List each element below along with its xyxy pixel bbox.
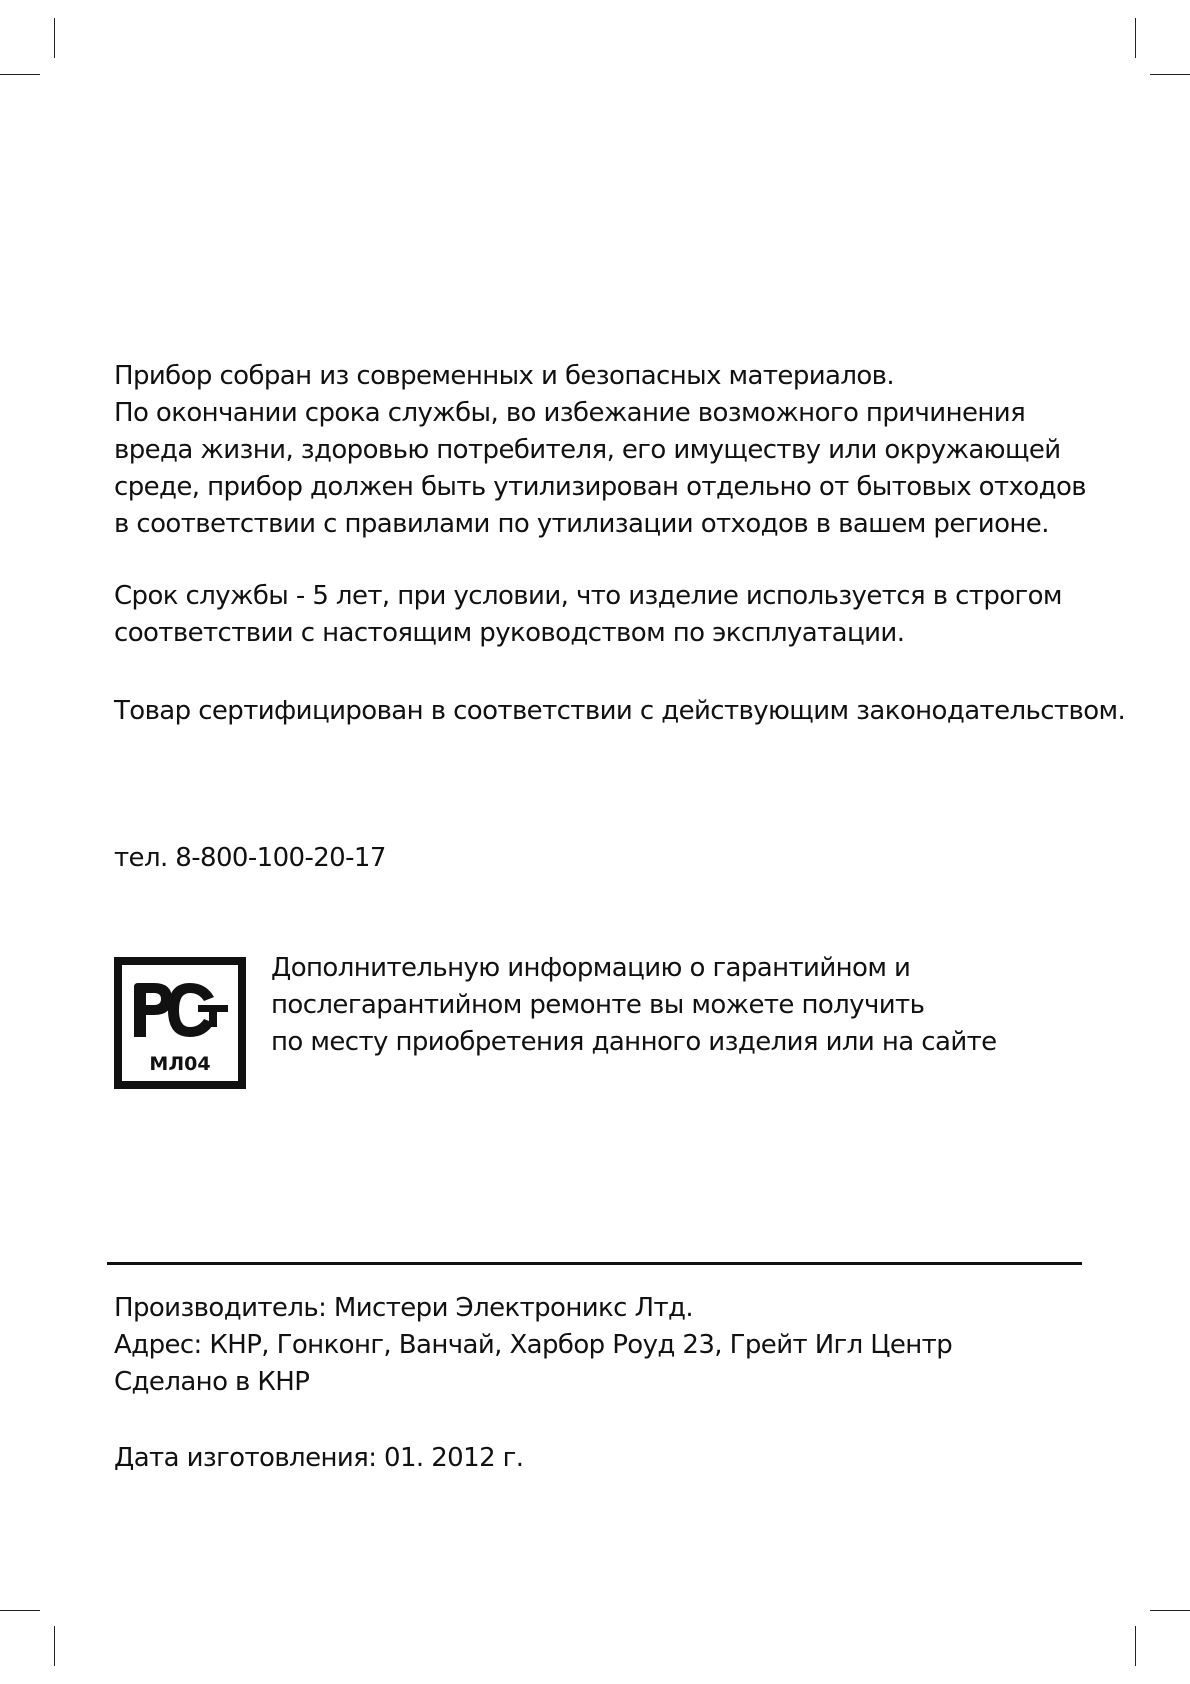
crop-mark-top-left-vertical: [54, 18, 55, 58]
disposal-line: По окончании срока службы, во избежание возможного причинения: [114, 398, 1026, 428]
service-info-line: послегарантийном ремонте вы можете получить: [271, 990, 925, 1020]
crop-mark-bottom-right-vertical: [1135, 1626, 1136, 1666]
production-date: [114, 1440, 523, 1477]
section-divider: [107, 1262, 1082, 1265]
service-life-line: соответствии с настоящим руководством по эксплуатации.: [114, 618, 905, 648]
rst-certification-mark-icon: [114, 957, 246, 1089]
service-life-paragraph: [114, 578, 1062, 652]
service-info-line: по месту приобретения данного изделия или на сайте: [271, 1027, 997, 1057]
disposal-line: Прибор собран из современных и безопасных материалов.: [114, 361, 895, 391]
crop-mark-top-right-vertical: [1135, 18, 1136, 58]
manufacturer-line: Адрес: КНР, Гонконг, Ванчай, Харбор Роуд 23, Грейт Игл Центр: [114, 1330, 953, 1360]
production-date-text: Дата изготовления: 01. 2012 г.: [114, 1443, 524, 1473]
service-info-line: Дополнительную информацию о гарантийном и: [271, 953, 911, 983]
disposal-line: среде, прибор должен быть утилизирован отдельно от бытовых отходов: [114, 472, 1087, 502]
manufacturer-line: Сделано в КНР: [114, 1367, 310, 1397]
crop-mark-top-right-horizontal: [1150, 74, 1190, 75]
service-life-line: Срок службы - 5 лет, при условии, что изделие используется в строгом: [114, 581, 1062, 611]
disposal-line: в соответствии с правилами по утилизации отходов в вашем регионе.: [114, 509, 1049, 539]
disposal-line: вреда жизни, здоровью потребителя, его имуществу или окружающей: [114, 435, 1061, 465]
crop-mark-bottom-left-horizontal: [0, 1610, 40, 1611]
crop-mark-bottom-right-horizontal: [1150, 1610, 1190, 1611]
crop-mark-top-left-horizontal: [0, 74, 40, 75]
phone-number: тел. 8-800-100-20-17: [114, 843, 386, 873]
disposal-paragraph: [114, 358, 1086, 543]
service-info-paragraph: [271, 950, 997, 1061]
cert-mark-code: МЛ04: [149, 1053, 211, 1075]
manufacturer-line: Производитель: Мистери Электроникс Лтд.: [114, 1293, 694, 1323]
crop-mark-bottom-left-vertical: [54, 1626, 55, 1666]
certification-text: Товар сертифицирован в соответствии с действующим законодательством.: [114, 696, 1126, 726]
contact-phone: [114, 840, 386, 877]
manufacturer-paragraph: [114, 1290, 952, 1401]
certification-paragraph: [114, 693, 1125, 730]
